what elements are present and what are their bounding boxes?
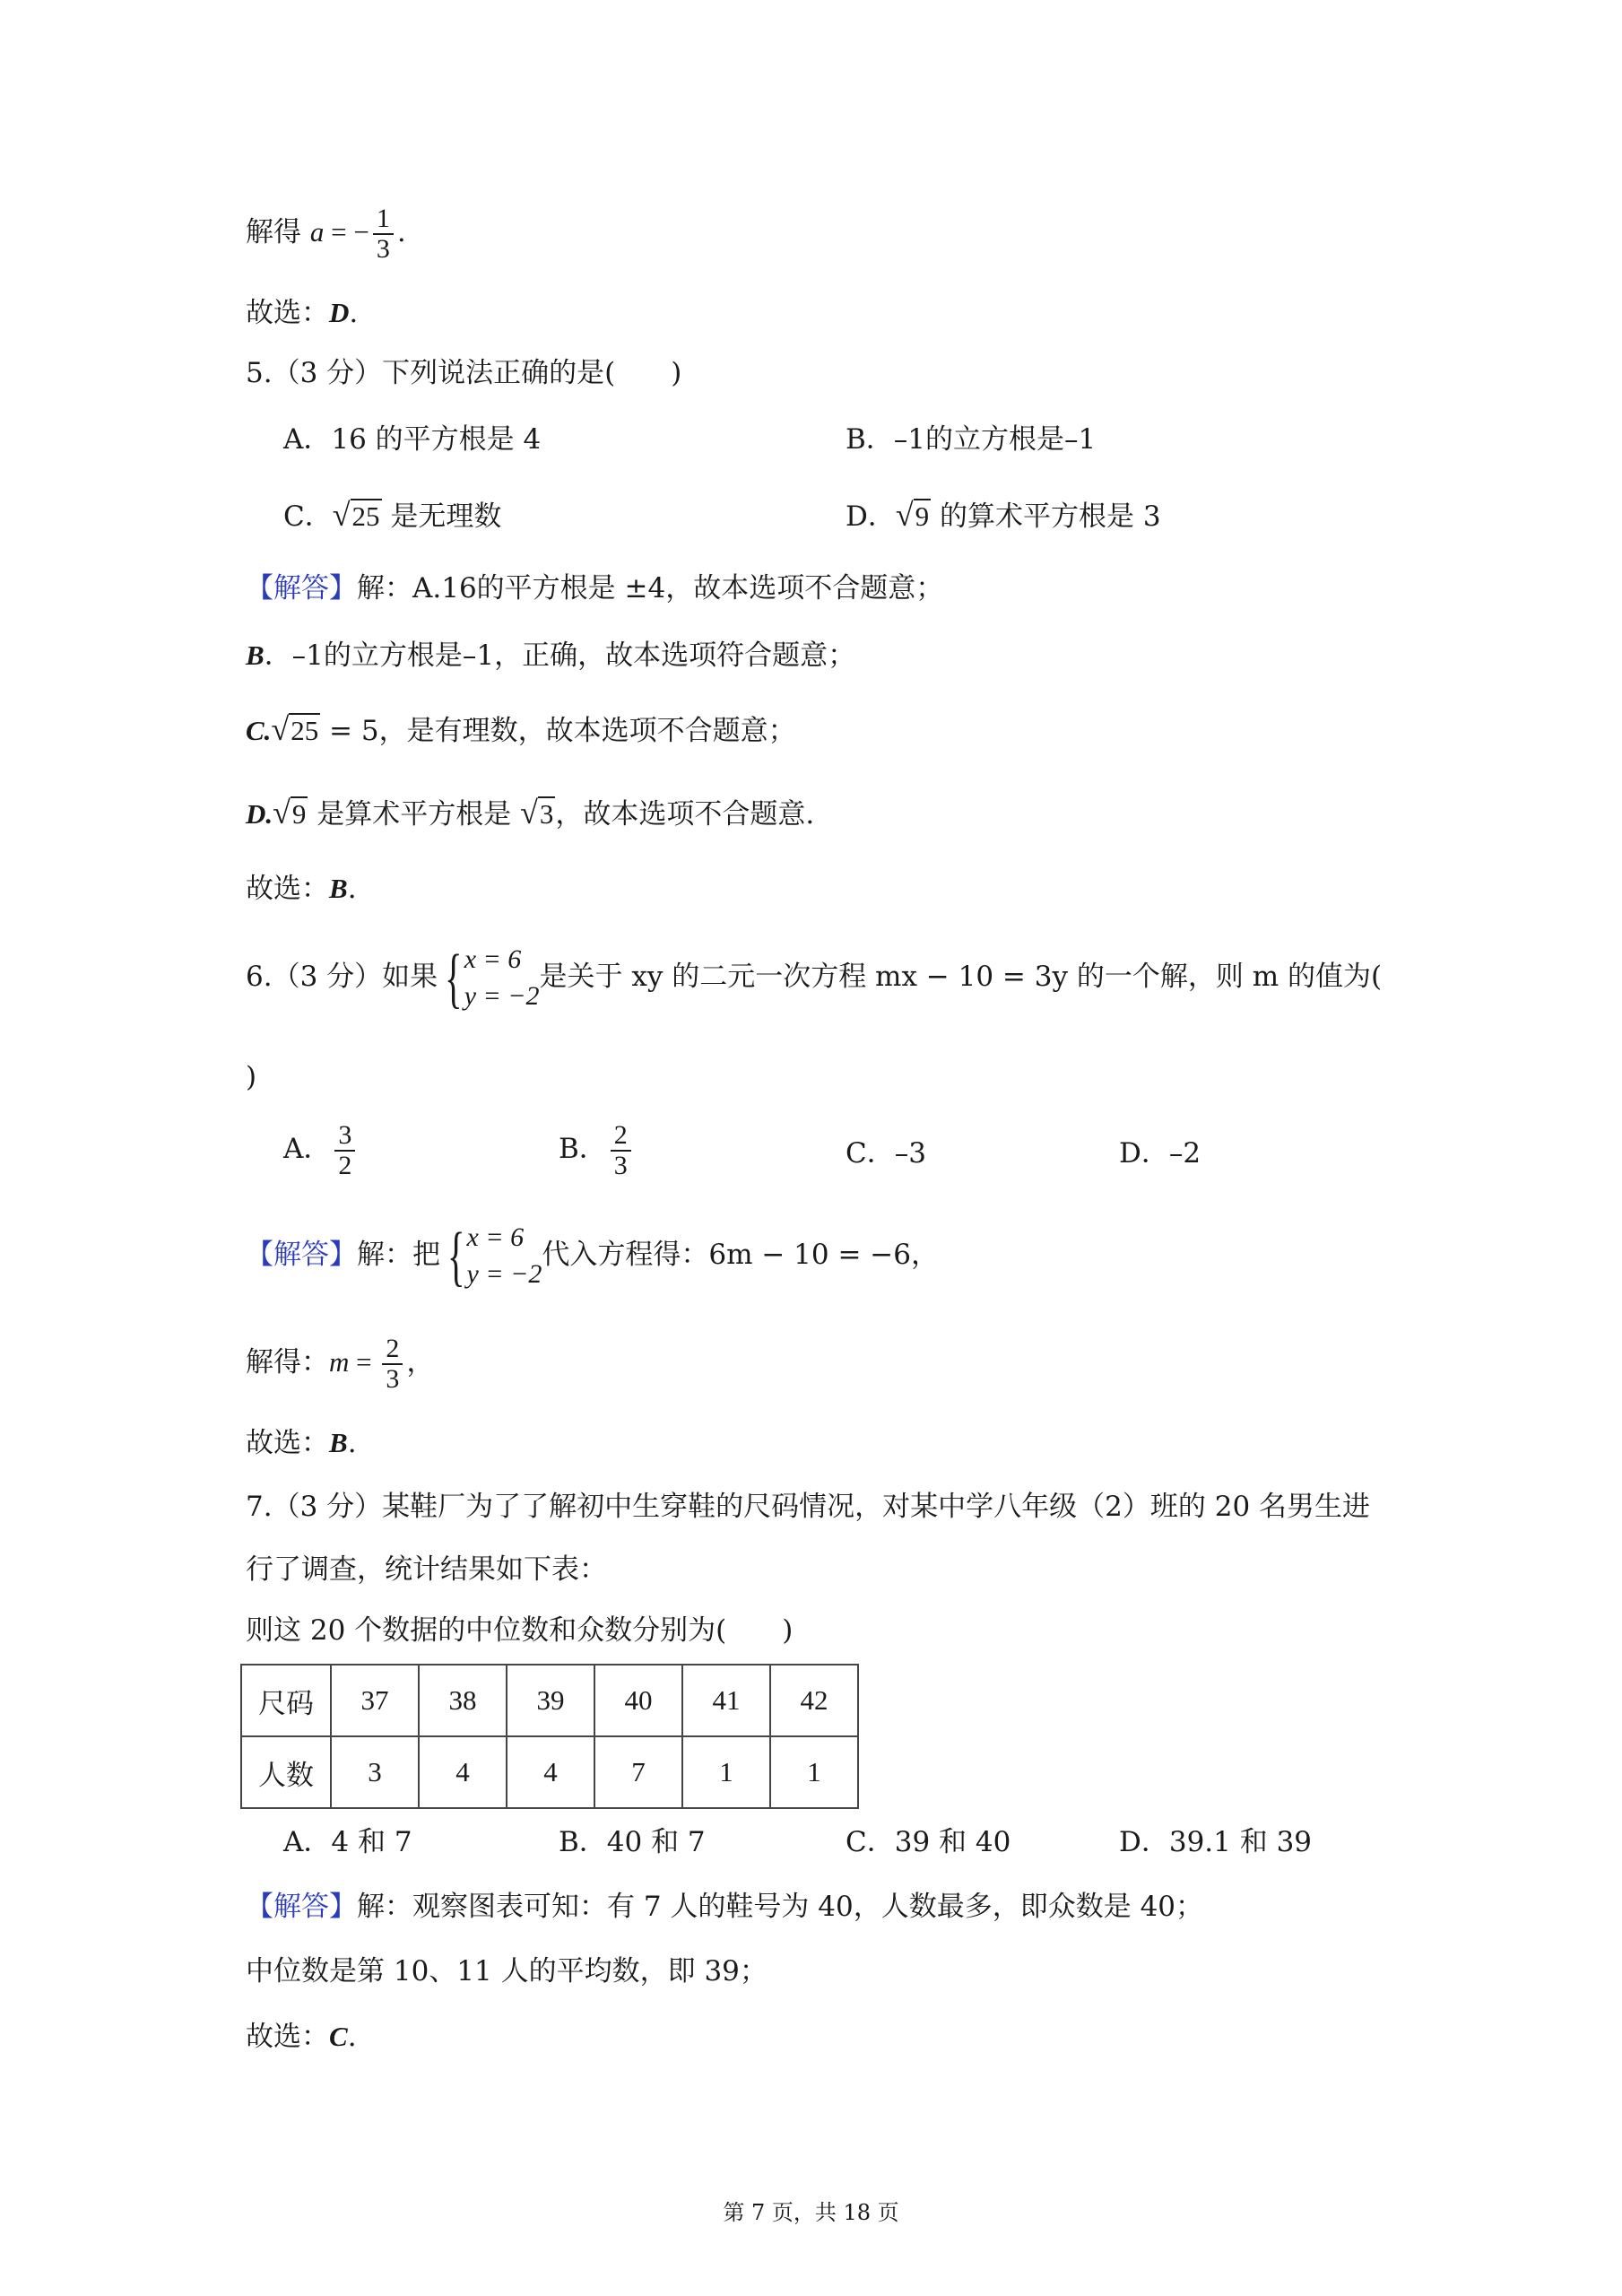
shoe-size-table <box>240 1664 859 1809</box>
text: B． <box>559 1133 607 1165</box>
q6-answer-line-2 <box>246 1335 434 1393</box>
var-a: a <box>309 216 325 248</box>
text: 解：把 <box>357 1239 440 1271</box>
text: . <box>347 2021 357 2053</box>
sqrt: √ 9 <box>273 795 307 831</box>
q5-answer-line-2 <box>246 639 855 673</box>
q6-option-c: C．–3 <box>846 1137 926 1170</box>
q6-option-b <box>559 1121 635 1179</box>
equation: x = 6 <box>466 1222 525 1252</box>
text: 6.（3 分）如果 <box>246 961 438 993</box>
table-cell: 39 <box>507 1665 594 1736</box>
text: = 5，是有理数，故本选项不合题意； <box>320 715 796 747</box>
table-cell: 37 <box>331 1665 419 1736</box>
equation: y = −2 <box>464 980 540 1011</box>
table-header-cell: 人数 <box>241 1736 331 1808</box>
q7-stem-line-1: 7.（3 分）某鞋厂为了了解初中生穿鞋的尺码情况，对某中学八年级（2）班的 20 名男生进 <box>246 1491 1371 1523</box>
var-m: m <box>329 1346 350 1378</box>
text: . <box>347 1427 357 1459</box>
q6-stem-close: ) <box>246 1061 257 1093</box>
answer-letter: B <box>329 873 348 904</box>
text: 故选： <box>246 297 329 329</box>
text: ．–1的立方根是–1，正确，故本选项符合题意； <box>264 639 856 672</box>
q7-answer-line-2: 中位数是第 10、11 人的平均数，即 39； <box>246 1955 768 1987</box>
answer-letter: C <box>329 2021 348 2052</box>
q7-stem-line-3: 则这 20 个数据的中位数和众数分别为( ) <box>246 1614 794 1647</box>
denominator: 2 <box>338 1150 352 1180</box>
q7-choose-line <box>246 2020 357 2054</box>
sqrt: √ 9 <box>895 497 930 533</box>
radicand: 25 <box>291 715 319 746</box>
q6-choose-line <box>246 1426 357 1460</box>
q7-stem-line-2: 行了调查，统计结果如下表： <box>246 1553 607 1586</box>
q5-option-d <box>846 499 1161 534</box>
prev-choose-line <box>246 296 358 330</box>
text: 故选： <box>246 2021 329 2053</box>
sqrt: √ 3 <box>520 795 554 831</box>
table-header-cell: 尺码 <box>241 1665 331 1736</box>
radicand: 9 <box>915 500 930 532</box>
text: 故选： <box>246 873 329 905</box>
text: 是关于 xy 的二元一次方程 mx − 10 = 3y 的一个解，则 m 的值为( <box>539 961 1383 993</box>
text: ， <box>406 1346 435 1378</box>
answer-tag: 【解答】 <box>246 1891 357 1923</box>
table-cell: 7 <box>594 1736 682 1808</box>
equation: x = 6 <box>464 944 522 974</box>
text: 解：A.16的平方根是 ±4，故本选项不合题意； <box>357 572 944 604</box>
denominator: 3 <box>376 233 390 264</box>
table-cell: 4 <box>419 1736 507 1808</box>
fraction <box>373 204 394 263</box>
text: 代入方程得：6m − 10 = −6， <box>542 1239 939 1271</box>
equation: y = −2 <box>466 1258 542 1289</box>
text: D． <box>846 500 896 533</box>
fraction <box>611 1121 631 1179</box>
answer-tag: 【解答】 <box>246 1239 357 1271</box>
numerator: 1 <box>373 204 394 235</box>
text: . <box>396 216 406 248</box>
q6-stem <box>246 942 1382 1014</box>
text: 的算术平方根是 3 <box>931 500 1161 533</box>
radicand: 9 <box>291 798 307 830</box>
numerator: 3 <box>334 1121 355 1152</box>
q7-option-b: B．40 和 7 <box>559 1826 706 1858</box>
numerator: 2 <box>611 1121 631 1152</box>
text: 解：观察图表可知：有 7 人的鞋号为 40，人数最多，即众数是 40； <box>357 1891 1204 1923</box>
text: 是算术平方根是 <box>308 798 521 831</box>
text: = <box>349 1346 379 1378</box>
table-cell: 1 <box>770 1736 858 1808</box>
option-letter: C. <box>246 715 272 746</box>
numerator: 2 <box>382 1335 403 1365</box>
text: = − <box>324 216 369 248</box>
table-cell: 38 <box>419 1665 507 1736</box>
table-cell: 41 <box>682 1665 770 1736</box>
q5-answer-line-3 <box>246 713 796 748</box>
q5-choose-line <box>246 872 357 906</box>
text: A． <box>283 1133 332 1165</box>
table-row <box>241 1736 858 1808</box>
q5-option-b: B．–1的立方根是–1 <box>846 423 1097 456</box>
text: 故选： <box>246 1427 329 1459</box>
radicand: 3 <box>539 798 554 830</box>
q5-answer-line-1 <box>246 572 943 605</box>
table-cell: 3 <box>331 1736 419 1808</box>
text: . <box>349 297 359 329</box>
q7-option-d: D．39.1 和 39 <box>1119 1826 1313 1858</box>
q6-option-d: D．–2 <box>1119 1137 1201 1170</box>
radicand: 25 <box>351 500 380 532</box>
option-letter: B <box>246 639 265 671</box>
q5-option-a: A．16 的平方根是 4 <box>283 423 542 456</box>
q7-answer-line-1 <box>246 1891 1203 1924</box>
q5-answer-line-4 <box>246 796 814 831</box>
text: . <box>347 873 357 905</box>
page-footer: 第 7 页，共 18 页 <box>723 2200 899 2225</box>
q7-option-a: A．4 和 7 <box>283 1826 412 1858</box>
fraction <box>382 1335 403 1393</box>
answer-letter: B <box>329 1427 348 1458</box>
answer-letter: D <box>329 297 350 328</box>
option-letter: D. <box>246 798 273 830</box>
q6-answer-line-1 <box>246 1220 939 1292</box>
q5-stem: 5.（3 分）下列说法正确的是( ) <box>246 357 682 389</box>
text: 解得 <box>246 216 310 248</box>
answer-tag: 【解答】 <box>246 572 357 604</box>
sqrt: √ 25 <box>332 497 380 533</box>
text: C． <box>283 500 333 533</box>
q5-option-c <box>283 499 501 534</box>
table-row <box>241 1665 858 1736</box>
equation-system: { x = 6 y = −2 <box>447 1219 542 1293</box>
fraction <box>334 1121 355 1179</box>
prev-solve-line <box>246 204 406 263</box>
table-cell: 42 <box>770 1665 858 1736</box>
equation-system: { x = 6 y = −2 <box>445 941 540 1015</box>
denominator: 3 <box>386 1363 400 1394</box>
denominator: 3 <box>613 1150 628 1180</box>
q7-option-c: C．39 和 40 <box>846 1826 1011 1858</box>
q6-option-a <box>283 1121 359 1179</box>
text: ，故本选项不合题意. <box>555 798 815 831</box>
text: 解得： <box>246 1346 329 1378</box>
table-cell: 40 <box>594 1665 682 1736</box>
sqrt: √ 25 <box>271 711 319 747</box>
table-cell: 4 <box>507 1736 594 1808</box>
table-cell: 1 <box>682 1736 770 1808</box>
text: 是无理数 <box>381 500 502 533</box>
